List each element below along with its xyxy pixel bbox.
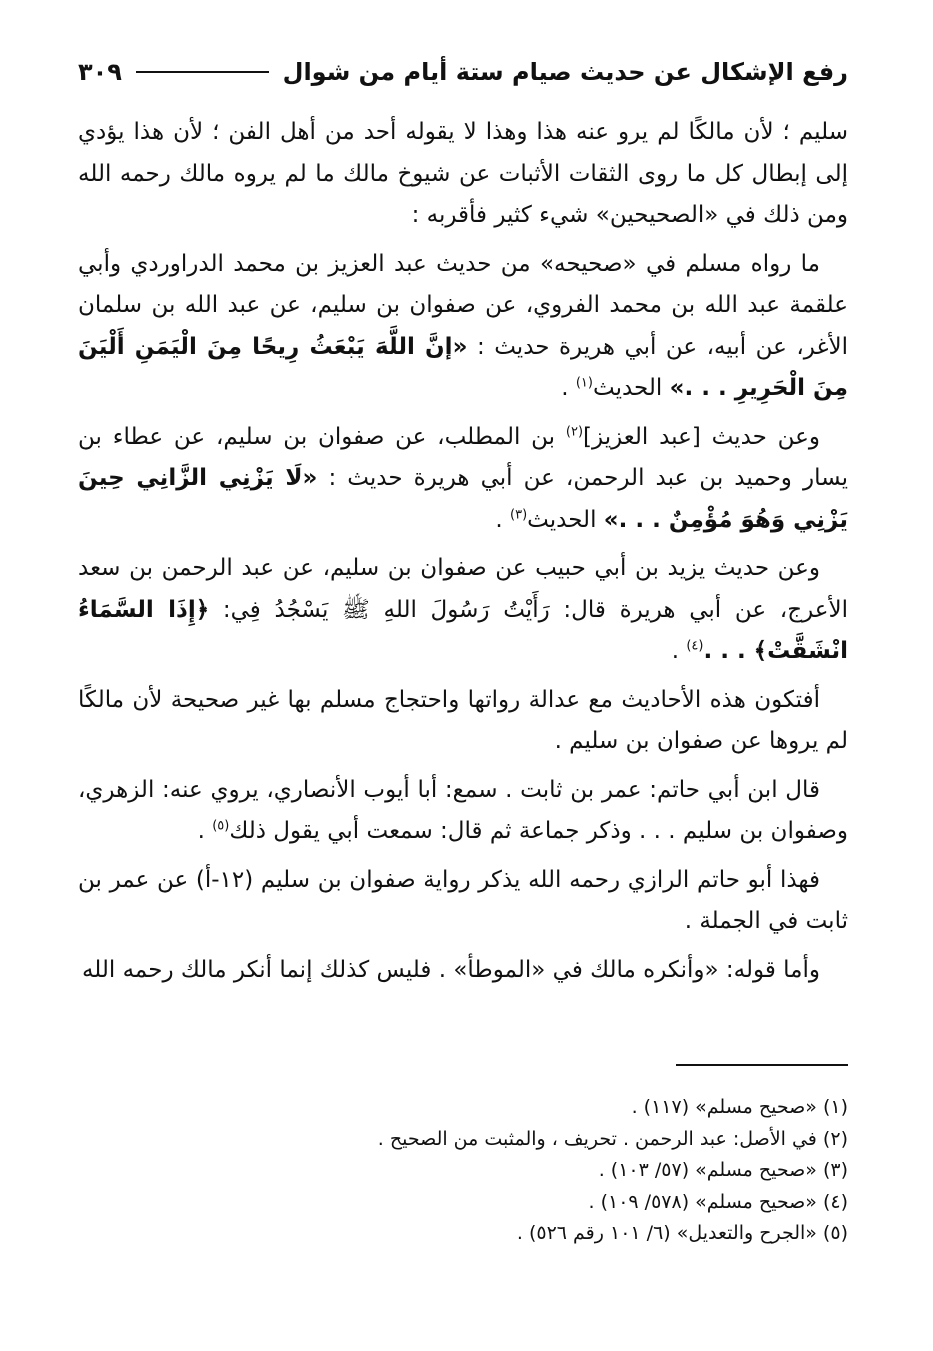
- paragraph-2-text: ما رواه مسلم في «صحيحه» من حديث عبد العزيز بن محمد الدراوردي وأبي علقمة عبد الله بن محمد الفروي، عن صفوان بن سليم، عن عبد الله بن سلمان الأغر، عن أبيه، عن أبي هريرة حديث :: [78, 250, 849, 360]
- paragraph-3-text-1: وعن حديث [عبد العزيز]: [583, 423, 821, 450]
- paragraph-4-text: وعن حديث يزيد بن أبي حبيب عن صفوان بن سليم، عن عبد الرحمن بن سعد الأعرج، عن أبي هريرة قال: رَأَيْتُ رَسُولَ اللهِ ﷺ يَسْجُدُ فِي:: [78, 555, 848, 623]
- paragraph-6: قال ابن أبي حاتم: عمر بن ثابت . سمع: أبا أيوب الأنصاري، يروي عنه: الزهري، وصفوان بن سليم . . . وذكر جماعة ثم قال: سمعت أبي يقول ذلك$^{(٥)}$ .: [78, 776, 848, 844]
- footnote-ref-5: (٥): [212, 818, 230, 834]
- paragraph-3-tail: الحديث: [527, 506, 597, 533]
- footnote-4: (٤) «صحيح مسلم» (٥٧٨/ ١٠٩) .: [588, 1190, 848, 1213]
- paragraph-6-text: قال ابن أبي حاتم: عمر بن ثابت . سمع: أبا أيوب الأنصاري، يروي عنه: الزهري، وصفوان بن سليم . . . وذكر جماعة ثم قال: سمعت أبي يقول ذلك: [78, 776, 848, 844]
- footnote-3: (٣) «صحيح مسلم» (٥٧/ ١٠٣) .: [598, 1159, 848, 1181]
- paragraph-2-tail: الحديث: [592, 375, 663, 401]
- paragraph-1: سليم ؛ لأن مالكًا لم يرو عنه هذا وهذا لا يقوله أحد من أهل الفن ؛ لأن هذا يؤدي إلى إبطال كل ما روى الثقات الأثبات عن شيوخ مالك ما لم يروه مالك رحمه الله ومن ذلك في «الصحيحين» شيء كثير فأقربه :: [78, 119, 848, 228]
- footnote-separator: [676, 1064, 848, 1066]
- hadith-quote-1: «إنَّ اللَّهَ يَبْعَثُ رِيحًا مِنَ الْيَمَنِ أَلْيَنَ مِنَ الْحَرِيرِ . . .»: [78, 333, 848, 401]
- footnote-1: (١) «صحيح مسلم» (١١٧) .: [631, 1096, 848, 1118]
- footnote-5: (٥) «الجرح والتعديل» (٦/ ١٠١ رقم ٥٢٦) .: [516, 1222, 848, 1244]
- running-header: [78, 52, 848, 92]
- footnotes: [78, 1092, 848, 1250]
- footnote-ref-3: (٣): [510, 506, 528, 522]
- footnote-ref-4: (٤): [686, 638, 704, 654]
- hadith-quote-2: «لَا يَزْنِي الزَّانِي حِينَ يَزْنِي وَهُوَ مُؤْمِنٌ . . .»: [78, 465, 848, 533]
- main-text: [78, 112, 848, 998]
- paragraph-7: فهذا أبو حاتم الرازي رحمه الله يذكر رواية صفوان بن سليم (١٢-أ) عن عمر بن ثابت في الجملة .: [78, 866, 848, 934]
- page-number: ٣٠٩: [78, 58, 122, 86]
- paragraph-4: وعن حديث يزيد بن أبي حبيب عن صفوان بن سليم، عن عبد الرحمن بن سعد الأعرج، عن أبي هريرة قال: رَأَيْتُ رَسُولَ اللهِ ﷺ يَسْجُدُ فِي: ﴿إِذَا السَّمَاءُ انْشَقَّتْ﴾ . . .$^{(٤)}$ .: [78, 555, 848, 664]
- paragraph-3-text-2: بن المطلب، عن صفوان بن سليم، عن عطاء بن يسار وحميد بن عبد الرحمن، عن أبي هريرة حديث :: [78, 423, 849, 491]
- paragraph-3: وعن حديث [عبد العزيز]$^{(٢)}$ بن المطلب، عن صفوان بن سليم، عن عطاء بن يسار وحميد بن عبد الرحمن، عن أبي هريرة حديث : «لَا يَزْنِي الزَّانِي حِينَ يَزْنِي وَهُوَ مُؤْمِنٌ . . .» الحديث$^{(٣)}$ .: [78, 423, 849, 533]
- quran-quote: ﴿إِذَا السَّمَاءُ انْشَقَّتْ﴾ . . .: [78, 596, 848, 664]
- paragraph-8: وأما قوله: «وأنكره مالك في «الموطأ» . فليس كذلك إنما أنكر مالك رحمه الله: [81, 956, 820, 983]
- paragraph-5: أفتكون هذه الأحاديث مع عدالة رواتها واحتجاج مسلم بها غير صحيحة لأن مالكًا لم يروها عن صفوان بن سليم .: [78, 686, 848, 754]
- footnote-2: (٢) في الأصل: عبد الرحمن . تحريف ، والمثبت من الصحيح .: [377, 1127, 848, 1150]
- footnote-ref-1: (١): [575, 375, 593, 391]
- header-rule: [136, 71, 269, 73]
- paragraph-2: ما رواه مسلم في «صحيحه» من حديث عبد العزيز بن محمد الدراوردي وأبي علقمة عبد الله بن محمد الفروي، عن صفوان بن سليم، عن عبد الله بن سلمان الأغر، عن أبيه، عن أبي هريرة حديث : «إنَّ اللَّهَ يَبْعَثُ رِيحًا مِنَ الْيَمَنِ أَلْيَنَ مِنَ الْحَرِيرِ . . .» الحديث$^{(١)}$ .: [78, 250, 849, 401]
- footnote-ref-2: (٢): [565, 423, 584, 439]
- running-title: رفع الإشكال عن حديث صيام ستة أيام من شوال: [282, 58, 848, 86]
